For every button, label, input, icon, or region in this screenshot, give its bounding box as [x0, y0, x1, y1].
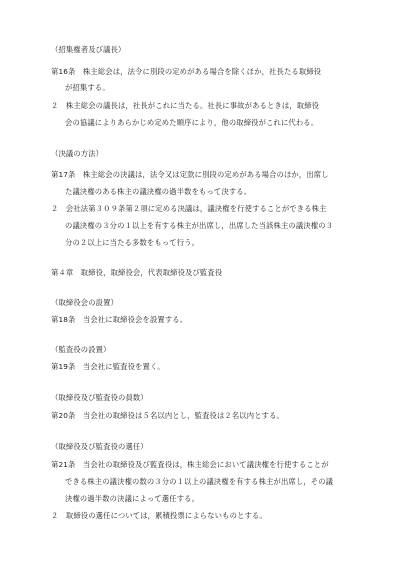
article-21-para-2-line-1: ２ 取締役の選任については，累積投票によらないものとする。	[51, 511, 267, 520]
article-16-para-2-line-1: ２ 株主総会の議長は，社長がこれに当たる。社長に事故があるときは，取締役	[51, 101, 320, 110]
section-heading-headcount: （取締役及び監査役の員数）	[51, 393, 148, 402]
article-17-line-2: た議決権のある株主の議決権の過半数をもって決する。	[65, 187, 252, 196]
article-17-para-2-line-3: 分の２以上に当たる多数をもって行う。	[65, 238, 200, 247]
article-19-line-1: 第19条 当会社に監査役を置く。	[51, 362, 165, 371]
section-heading-convener: （招集権者及び議長）	[51, 45, 126, 54]
article-21-line-3: 決権の過半数の決議によって選任する。	[65, 494, 200, 503]
section-heading-auditor-establishment: （監査役の設置）	[51, 345, 111, 354]
article-16-line-1: 第16条 株主総会は，法令に別段の定めがある場合を除くほか，社長たる取締役	[51, 67, 322, 76]
article-21-line-1: 第21条 当会社の取締役及び監査役は，株主総会において議決権を行使することが	[51, 460, 329, 469]
article-16-line-2: が招集する。	[65, 83, 110, 92]
article-16-para-2-line-2: 会の協議によりあらかじめ定めた順序により，他の取締役がこれに代わる。	[65, 118, 319, 127]
article-21-line-2: できる株主の議決権の数の３分の１以上の議決権を有する株主が出席し，その議	[65, 477, 334, 486]
article-20-line-1: 第20条 当会社の取締役は５名以内とし，監査役は２名以内とする。	[51, 411, 284, 420]
chapter-4-heading: 第４章 取締役，取締役会，代表取締役及び監査役	[51, 268, 223, 277]
article-17-para-2-line-1: ２ 会社法第３０９条第２項に定める決議は，議決権を行使することができる株主	[51, 204, 327, 213]
section-heading-board-establishment: （取締役会の設置）	[51, 298, 119, 307]
article-18-line-1: 第18条 当会社に取締役会を設置する。	[51, 315, 188, 324]
section-heading-election: （取締役及び監査役の選任）	[51, 442, 148, 451]
article-17-para-2-line-2: の議決権の３分の１以上を有する株主が出席し，出席した当該株主の議決権の３	[65, 221, 334, 230]
section-heading-resolution: （決議の方法）	[51, 149, 104, 158]
article-17-line-1: 第17条 株主総会の決議は，法令又は定款に別段の定めがある場合のほか，出席し	[51, 170, 329, 179]
